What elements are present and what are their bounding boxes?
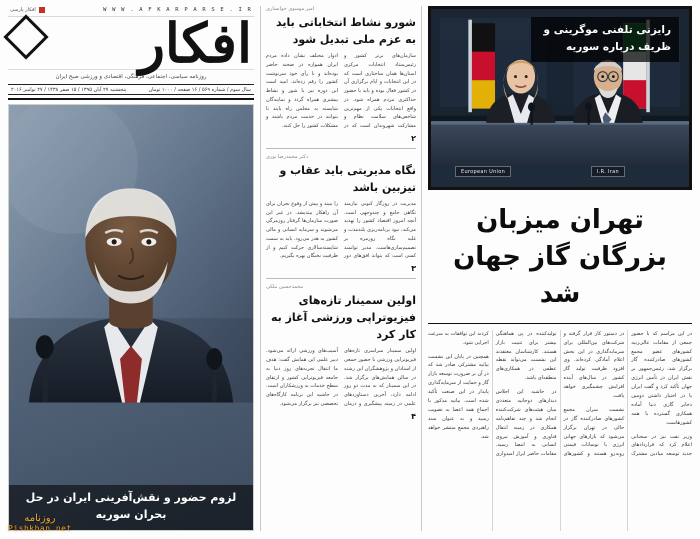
briefs-column [260, 6, 422, 531]
diamond-mark-icon [3, 14, 48, 59]
brief-page-number: ۴ [411, 411, 416, 421]
lead-paragraph: در این مراسم که با حضور جمعی از مقامات عالی‌رتبه کشورهای عضو مجمع کشورهای صادرکننده گاز برگزار شد، رئیس‌جمهور بر نقش ایران در تأمین انرژی جهان تأکید کرد و گفت ایران با در اختیار داشتن دومین ذخایر گازی دنیا آماده همکاری گسترده با همه کشورهاست. [631, 330, 692, 426]
iran-nameplate: I.R. Iran [591, 166, 625, 177]
brief-text: سازمان‌های برتر کشور و رئیس‌ستاد انتخابات مرکزی استان‌ها همان ساختاری است که در این انتخابات و ایام برگزاری آن در کشور فعال بوده و باید با حضور حداکثری مردم همراه شود. در واقع انتخابات یکی از مهم‌ترین شاخص‌های سلامت نظام و مشارکت شهروندان است که در ادوار مختلف نشان داده مردم ایران همواره در صحنه حاضر بوده‌اند و با رأی خود سرنوشت کشور را رقم زده‌اند. امید است این دوره نیز با شور و نشاط بیشتری همراه گردد و نمایندگان شایسته به مجلس راه یابند تا بتوانند در خدمت مردم باشند و مشکلات کشور را حل کنند. [266, 53, 416, 130]
masthead [8, 6, 254, 100]
lead-headline[interactable]: تهران میزبان بزرگان گاز جهان شد [428, 190, 692, 324]
lead-photo [428, 6, 692, 190]
issue-info: سال سوم / شماره ۵۶۹ / ۱۶ صفحه / ۱۰۰۰ تومان [148, 86, 251, 93]
square-mark-icon [39, 7, 45, 13]
brief-item [266, 154, 416, 279]
brief-headline[interactable]: شورو نشاط انتخاباتی باید به عزم ملی تبدیل شود [276, 16, 416, 47]
brief-page-number: ۲ [411, 133, 416, 143]
page-title: افکار [138, 11, 252, 76]
website-url[interactable]: W W W . A F K A R P A R S E . I R [103, 7, 252, 13]
lead-paragraph: در حاشیه این اجلاس دیدارهای دوجانبه متعددی میان هیئت‌های شرکت‌کننده انجام شد و چند تفاهم‌نامه همکاری در زمینه انتقال فناوری و آموزش نیروی انسانی به امضا رسید. مقامات حاضر ابراز امیدواری کردند این توافقات به سرعت اجرایی شود. [428, 330, 557, 458]
small-logo-label: افکار پارسی [10, 7, 36, 13]
lead-story-column [428, 6, 692, 531]
masthead-date-bar [8, 84, 254, 95]
lead-paragraph: همچنین در پایان این نشست بیانیه مشترکی صادر شد که در آن بر ضرورت توسعه بازار گاز و حمایت از سرمایه‌گذاری پایدار در این صنعت تأکید شده است. بیانیه مذکور با اجماع همه اعضا به تصویب رسید و به عنوان سند راهبردی مجمع منتشر خواهد شد. [428, 353, 489, 440]
brief-author: امیر موسوی خوانساری [266, 6, 315, 12]
lead-photo-badge: رایزنی تلفنی موگرینی و ظریف درباره سوریه [531, 17, 679, 62]
annan-photo-block [8, 104, 254, 531]
lead-paragraph: وزیر نفت نیز در سخنانی اعلام کرد که قراردادهای جدید توسعه میادین مشترک در دستور کار قرار گرفته و شرکت‌های بین‌المللی برای سرمایه‌گذاری در این بخش اعلام آمادگی کرده‌اند. وی افزود ظرفیت تولید گاز کشور در سال‌های آینده افزایش چشمگیری خواهد یافت. [563, 330, 692, 458]
masthead-subtitle: روزنامه سیاسی، اجتماعی، فرهنگی، اقتصادی و ورزشی صبح ایران [8, 69, 254, 82]
lead-article-text [428, 330, 692, 531]
annan-photo-caption: لزوم حضور و نقش‌آفرینی ایران در حل بحران سوریه [9, 485, 253, 530]
watermark-line-2: Pishkhan.net [8, 524, 72, 533]
masthead-nameplate-row [8, 11, 254, 76]
lead-paragraph: نشست سران مجمع کشورهای صادرکننده گاز در حالی در تهران برگزار می‌شود که بازارهای جهانی انرژی با نوسانات قیمتی روبه‌رو هستند و کشورهای تولیدکننده در پی هماهنگی بیشتر برای تثبیت بازار هستند. کارشناسان معتقدند این نشست می‌تواند نقطه عطفی در همکاری‌های منطقه‌ای باشد. [495, 330, 625, 458]
brief-author: دکتر محمدرضا نوری [266, 153, 308, 160]
brief-author: محمدحسین ملکی [266, 284, 304, 291]
kofi-annan-portrait [9, 105, 253, 403]
brief-text: مدیریت در روزگار کنونی نیازمند نگاهی جامع و چندوجهی است. آنچه امروز اقتصاد کشور را تهدید می‌کند، نبود برنامه‌ریزی بلندمدت و غلبه نگاه روزمره بر تصمیم‌سازی‌هاست. مدیر توانمند کسی است که بتواند افق‌های دور را ببیند و پیش از وقوع بحران برای آن راهکار بیندیشد. در غیر این صورت سازمان‌ها گرفتار روزمرگی می‌شوند و سرمایه انسانی و مالی کشور به هدر می‌رود. باید به سمت شایسته‌سالاری حرکت کنیم و از ظرفیت نخبگان بهره بگیریم. [266, 200, 416, 260]
brief-item [266, 6, 416, 149]
brief-headline[interactable]: نگاه مدیریتی باید عقاب و تیزبین باشد [279, 163, 416, 194]
masthead-small-logo [10, 7, 45, 13]
masthead-column [8, 6, 254, 531]
brief-item [266, 284, 416, 425]
watermark-line-1: روزنامه [24, 513, 56, 524]
brief-headline[interactable]: اولین سمینار تازه‌های فیزیوتراپی ورزشی آغاز به کار کرد [270, 294, 416, 342]
brief-text: اولین سمینار سراسری تازه‌های فیزیوتراپی ورزشی با حضور جمعی از استادان و پژوهشگران این رشته در سالن همایش‌های برگزار شد. در این سمینار که به مدت دو روز ادامه دارد، آخرین دستاوردهای علمی در زمینه پیشگیری و درمان آسیب‌های ورزشی ارائه می‌شود. دبیر علمی این همایش گفت: هدف ما انتقال تجربه‌های روز دنیا به جامعه فیزیوتراپی کشور و ارتقای سطح خدمات به ورزشکاران است. در حاشیه این برنامه کارگاه‌های تخصصی نیز برگزار می‌شود. [266, 348, 416, 407]
european-union-nameplate: European Union [455, 166, 511, 177]
brief-page-number: ۳ [411, 264, 416, 274]
publication-date: پنجشنبه ۲۷ آبان ۱۳۹۵ / ۱۵ صفر ۱۴۳۸ / ۲۷ نوامبر ۲۰۱۶ [11, 86, 127, 93]
